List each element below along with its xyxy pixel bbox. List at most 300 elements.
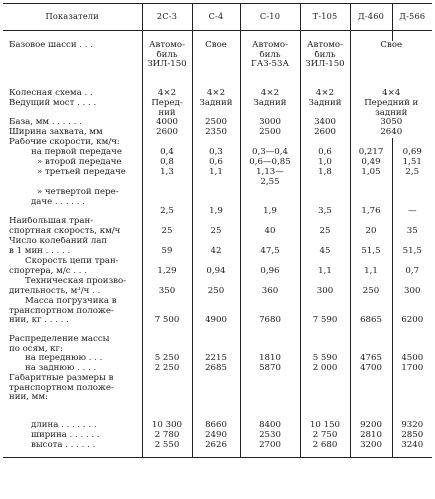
parameter-label [3,364,142,374]
parameter-label [3,354,142,364]
value-cell [240,118,300,128]
cell-value [393,217,433,227]
header-model-t-105: Т-105 [300,4,350,31]
parameter-text: Ширина захвата, мм [9,128,103,138]
cell-value [301,257,350,267]
table-row [3,257,432,277]
parameter-text: нии, мм: [9,393,48,403]
value-cell [192,99,240,118]
cell-value: 2 550 [154,441,180,451]
leader-dots: . . . . . [41,316,69,326]
parameter-cell [3,99,142,118]
header-parameters: Показатели [3,4,142,31]
value-cell [240,237,300,257]
cell-value: 10 300 [151,421,183,431]
cell-value: 1,1 [364,266,378,276]
parameter-cell [3,188,142,217]
cell-value: Передний и [364,99,419,108]
parameter-text: Базовое шасси [9,41,77,50]
value-cell [192,217,240,237]
parameter-cell [3,277,142,297]
cell-value [193,277,240,287]
cell-value [143,277,192,287]
header-model-d-460: Д-460 [350,4,392,31]
cell-value: биль [156,50,178,60]
parameter-cell [3,118,142,128]
cell-value: 47,5 [260,246,280,256]
cell-value: Задний [199,99,233,108]
cell-value: 25 [319,226,331,236]
parameter-label [3,158,142,168]
leader-dots: . . . . . . [49,118,82,128]
cell-value: ГАЗ-53А [251,60,289,70]
value-cell [300,297,350,335]
value-cell [350,364,392,374]
value-cell [392,217,432,237]
parameter-cell [3,41,142,89]
cell-value: 1810 [259,354,281,364]
header-model-s-10: С-10 [240,4,300,31]
parameter-text: Распределение массы [9,334,110,344]
cell-value: 1,0 [318,158,332,168]
cell-value: ЗИЛ-150 [305,60,345,70]
parameter-label [3,247,142,257]
value-cell [350,421,392,431]
value-cell [192,41,240,89]
cell-value [351,198,392,208]
cell-value: 1,05 [361,168,381,178]
cell-value: 0,6 [318,148,332,158]
value-cell [392,335,432,354]
value-cell [300,89,350,99]
value-cell [142,257,192,277]
cell-value: 2626 [205,441,227,451]
cell-value: 7 590 [312,316,338,326]
value-cell [350,99,432,118]
cell-value: 1,76 [361,207,381,217]
value-cell [300,217,350,237]
cell-value: 0,7 [405,266,420,276]
value-cell [142,99,192,118]
value-cell [142,158,192,168]
cell-value [301,188,350,198]
table-row [3,148,432,158]
parameter-label [3,384,142,394]
cell-value: 300 [404,286,421,296]
cell-value: 2215 [205,354,227,364]
cell-value [301,297,350,307]
cell-value: 2 250 [154,364,180,374]
value-cell [300,364,350,374]
cell-value: 2 750 [312,431,338,441]
leader-dots: . . [81,89,93,98]
cell-value [241,297,300,307]
value-cell [350,297,392,335]
value-cell [192,118,240,128]
parameter-label [3,316,142,326]
cell-value: 40 [264,226,276,236]
table-row [3,118,432,128]
cell-value [393,307,433,317]
cell-value: Автомо- [148,41,186,50]
value-cell [142,217,192,237]
cell-value: 0,69 [402,148,422,158]
cell-value: 6865 [360,316,382,326]
value-cell [142,364,192,374]
value-cell [350,374,392,421]
value-cell [300,148,350,158]
cell-value: 2490 [205,431,227,441]
parameter-label [3,277,142,287]
cell-value: 4×2 [206,89,226,98]
cell-value: задний [375,108,408,118]
value-cell [300,374,350,421]
parameter-text: длина [31,421,59,431]
cell-value [393,257,433,267]
cell-value [241,277,300,287]
value-cell [350,168,392,188]
cell-value: 4900 [205,316,227,326]
table-row [3,128,432,138]
leader-dots: . . . . . . . [58,421,97,431]
parameter-text: База, мм [9,118,50,128]
parameter-label [3,345,142,355]
value-cell [350,354,392,364]
cell-value [143,297,192,307]
cell-value [301,217,350,227]
leader-dots: . . . . . [42,246,71,256]
parameter-text: Число колебаний лап [9,236,108,246]
cell-value: 2500 [259,128,281,138]
cell-value: 2,5 [405,168,420,178]
cell-value: 5870 [259,364,281,374]
leader-dots: . . . . [74,364,97,374]
parameter-text: в 1 мин [9,246,43,256]
parameter-label [3,335,142,345]
cell-value: ний [158,108,176,118]
cell-value: 2350 [205,128,227,138]
value-cell [192,89,240,99]
parameter-label [3,138,142,148]
cell-value [351,257,392,267]
cell-value: 2600 [314,128,336,138]
cell-value [241,188,300,198]
value-cell [392,168,432,188]
cell-value: 8400 [259,421,281,431]
table-row [3,31,432,42]
parameter-label [3,217,142,227]
cell-value: Свое [205,41,227,50]
cell-value: 0,49 [361,158,381,168]
parameter-text: спортера, м/с [9,266,71,276]
parameter-cell [3,138,142,148]
parameter-label [3,297,142,307]
parameter-text: Техническая произво- [25,276,127,286]
table-row [3,188,432,217]
cell-value: 250 [362,286,380,296]
parameter-label [3,198,142,208]
cell-value: 2700 [259,441,281,451]
value-cell [392,31,432,42]
cell-value [143,198,192,208]
cell-value [351,237,392,247]
cell-value: 51,5 [361,246,381,256]
value-cell [240,354,300,364]
parameter-cell [3,364,142,374]
parameter-text: по осям, кг: [9,344,63,354]
value-cell [142,89,192,99]
value-cell [350,441,392,458]
cell-value [351,297,392,307]
cell-value: 1,3 [160,168,174,178]
cell-value: 300 [316,286,334,296]
value-cell [192,421,240,431]
value-cell [350,31,392,42]
cell-value: 4700 [360,364,382,374]
leader-dots: . . . . . . [52,197,85,207]
value-cell [192,354,240,364]
value-cell [300,441,350,458]
parameter-text: дительность, м³/ч [9,286,90,296]
leader-dots: . . . . . . [62,441,96,451]
value-cell [240,89,300,99]
cell-value [143,188,192,198]
cell-value [241,237,300,247]
cell-value [193,237,240,247]
value-cell [240,188,300,217]
cell-value: 0,8 [160,158,174,168]
cell-value: 1,51 [402,158,422,168]
value-cell [240,168,300,188]
value-cell [192,364,240,374]
parameter-cell [3,89,142,99]
value-cell [240,335,300,354]
table-row [3,237,432,257]
cell-value [193,188,240,198]
parameter-text: Масса погрузчика в [25,296,117,306]
parameter-cell [3,257,142,277]
cell-value: 5 590 [312,354,338,364]
value-cell [142,31,192,42]
value-cell [350,257,392,277]
parameter-label [3,89,142,99]
value-cell [350,431,392,441]
parameter-cell [3,237,142,257]
cell-value: Задний [308,99,342,108]
parameter-text: спортная скорость, км/ч [9,226,121,236]
value-cell [192,431,240,441]
value-cell [300,128,350,138]
cell-value: 2,5 [160,207,174,217]
value-cell [240,217,300,237]
table-row [3,217,432,237]
cell-value: 4×2 [157,89,177,98]
value-cell [350,89,432,99]
leader-dots: . . . [70,266,87,276]
table-row [3,138,432,148]
cell-value: 1,9 [209,207,223,217]
value-cell [350,277,392,297]
table-row [3,89,432,99]
value-cell [192,277,240,297]
cell-value [393,188,433,198]
parameter-label [3,393,142,403]
cell-value [301,307,350,317]
parameter-label [3,188,142,198]
value-cell [192,335,240,354]
cell-value: биль [314,50,336,60]
parameter-cell [3,297,142,335]
parameter-text: Рабочие скорости, км/ч: [9,138,120,148]
cell-value: 0,6 [209,158,223,168]
value-cell [142,421,192,431]
value-cell [350,148,392,158]
value-cell [300,431,350,441]
value-cell [350,217,392,237]
cell-value [241,198,300,208]
parameter-text: ширина [31,431,67,441]
value-cell [142,354,192,364]
cell-value: 4500 [401,354,424,364]
table-body [3,31,432,458]
cell-value: 2 780 [154,431,180,441]
value-cell [300,354,350,364]
cell-value: 0,3—0,4 [252,148,288,158]
value-cell [192,441,240,458]
value-cell [350,138,392,148]
parameter-label [3,441,142,451]
value-cell [240,431,300,441]
leader-dots: . . [89,286,101,296]
value-cell [300,168,350,188]
value-cell [300,118,350,128]
value-cell [240,99,300,118]
cell-value: Автомо- [306,41,344,50]
value-cell [392,257,432,277]
value-cell [240,364,300,374]
cell-value [393,277,433,287]
parameter-cell [3,374,142,421]
value-cell [142,168,192,188]
page [3,3,432,493]
value-cell [192,237,240,257]
value-cell [142,138,192,148]
cell-value: 2 680 [312,441,338,451]
value-cell [300,138,350,148]
value-cell [300,335,350,354]
cell-value: 1700 [401,364,424,374]
value-cell [142,374,192,421]
table-row [3,364,432,374]
table-row [3,277,432,297]
leader-dots: . . . [76,41,93,50]
cell-value: Задний [253,99,287,108]
value-cell [240,138,300,148]
cell-value: 1,9 [263,207,277,217]
cell-value: 6200 [401,316,424,326]
cell-value: 7 500 [154,316,180,326]
value-cell [392,431,432,441]
value-cell [350,158,392,168]
cell-value: 35 [406,226,418,236]
parameter-label [3,41,142,51]
value-cell [240,297,300,335]
cell-value: 2600 [156,128,178,138]
cell-value: 3240 [401,441,424,451]
parameter-label [3,168,142,178]
cell-value: 2500 [205,118,227,128]
cell-value [143,257,192,267]
value-cell [192,148,240,158]
value-cell [142,431,192,441]
cell-value: 20 [365,226,377,236]
value-cell [392,277,432,297]
cell-value: 0,6—0,85 [249,158,291,168]
cell-value: Перед- [151,99,183,108]
cell-value: 1,1 [209,168,223,178]
cell-value [351,307,392,317]
cell-value: 0,94 [206,266,226,276]
cell-value [351,188,392,198]
cell-value: 1,8 [318,168,332,178]
cell-value [301,277,350,287]
parameter-text: на переднюю [25,354,86,364]
value-cell [142,237,192,257]
value-cell [392,158,432,168]
cell-value [351,277,392,287]
cell-value: Свое [380,41,403,50]
cell-value: 1,29 [157,266,177,276]
cell-value: 0,4 [160,148,174,158]
cell-value: 4×4 [382,89,401,98]
parameter-cell [3,31,142,42]
specifications-table [3,3,432,458]
parameter-cell [3,158,142,168]
value-cell [300,237,350,257]
parameter-text: на первой передаче [31,148,122,158]
cell-value: 350 [158,286,176,296]
cell-value: 45 [319,246,331,256]
cell-value: 2640 [380,128,403,138]
cell-value [193,307,240,317]
value-cell [392,354,432,364]
cell-value [393,198,433,208]
value-cell [142,41,192,89]
table-row [3,441,432,458]
parameter-text: » второй передаче [37,158,122,168]
table-row [3,168,432,188]
cell-value [143,237,192,247]
parameter-cell [3,217,142,237]
parameter-text: Наибольшая тран- [9,216,94,226]
parameter-text: высота [31,441,63,451]
cell-value: 42 [210,246,222,256]
cell-value [241,307,300,317]
cell-value: 250 [207,286,225,296]
parameter-cell [3,148,142,158]
header-row [3,4,432,31]
value-cell [192,188,240,217]
value-cell [240,41,300,89]
cell-value [193,297,240,307]
value-cell [300,257,350,277]
value-cell [142,148,192,158]
parameter-label [3,128,142,138]
value-cell [142,335,192,354]
parameter-cell [3,128,142,138]
cell-value: 7680 [259,316,281,326]
parameter-label [3,267,142,277]
